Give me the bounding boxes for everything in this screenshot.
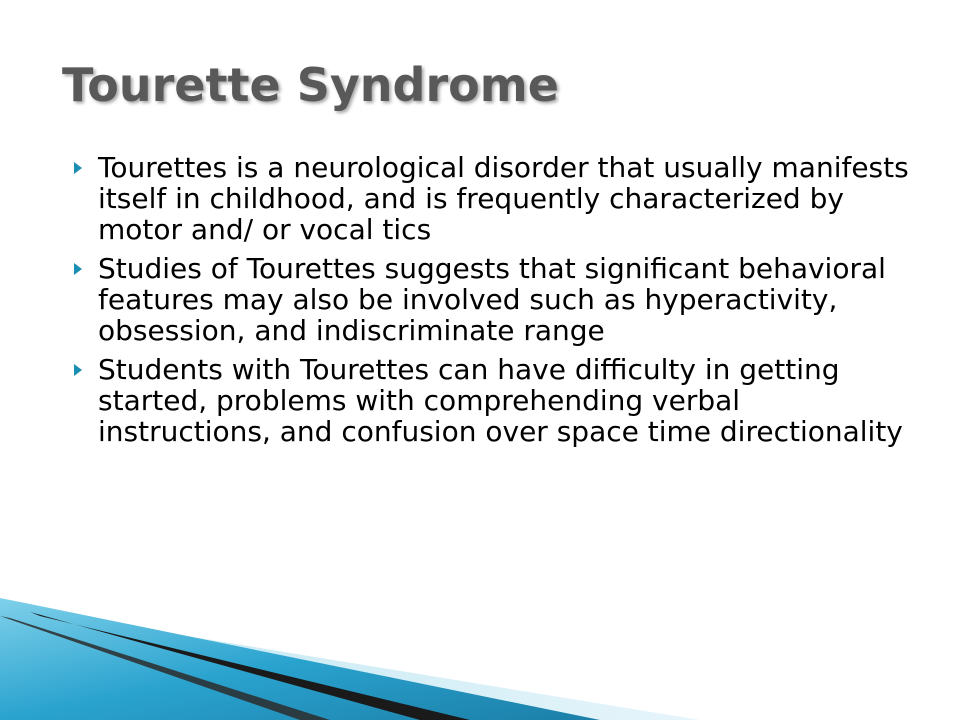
slide-title: Tourette Syndrome bbox=[62, 58, 559, 112]
bullet-list bbox=[70, 152, 910, 455]
blue-wedge bbox=[0, 598, 600, 720]
dark-stripe bbox=[30, 612, 470, 720]
bullet-item bbox=[70, 354, 910, 447]
bullet-item bbox=[70, 152, 910, 245]
light-blue-wedge bbox=[0, 610, 700, 720]
bullet-text: Tourettes is a neurological disorder that usually manifests itself in childhood, and is frequently characterized by motor and/ or vocal tics bbox=[98, 151, 909, 246]
triangle-bullet-icon bbox=[74, 263, 82, 275]
triangle-bullet-icon bbox=[74, 162, 82, 174]
bullet-item bbox=[70, 253, 910, 346]
dark-stripe-thin bbox=[0, 616, 330, 720]
bullet-text: Studies of Tourettes suggests that significant behavioral features may also be involved such as hyperactivity, obsession, and indiscriminate range bbox=[98, 252, 886, 347]
bullet-text: Students with Tourettes can have difficulty in getting started, problems with comprehending verbal instructions, and confusion over space time directionality bbox=[98, 353, 903, 448]
triangle-bullet-icon bbox=[74, 364, 82, 376]
